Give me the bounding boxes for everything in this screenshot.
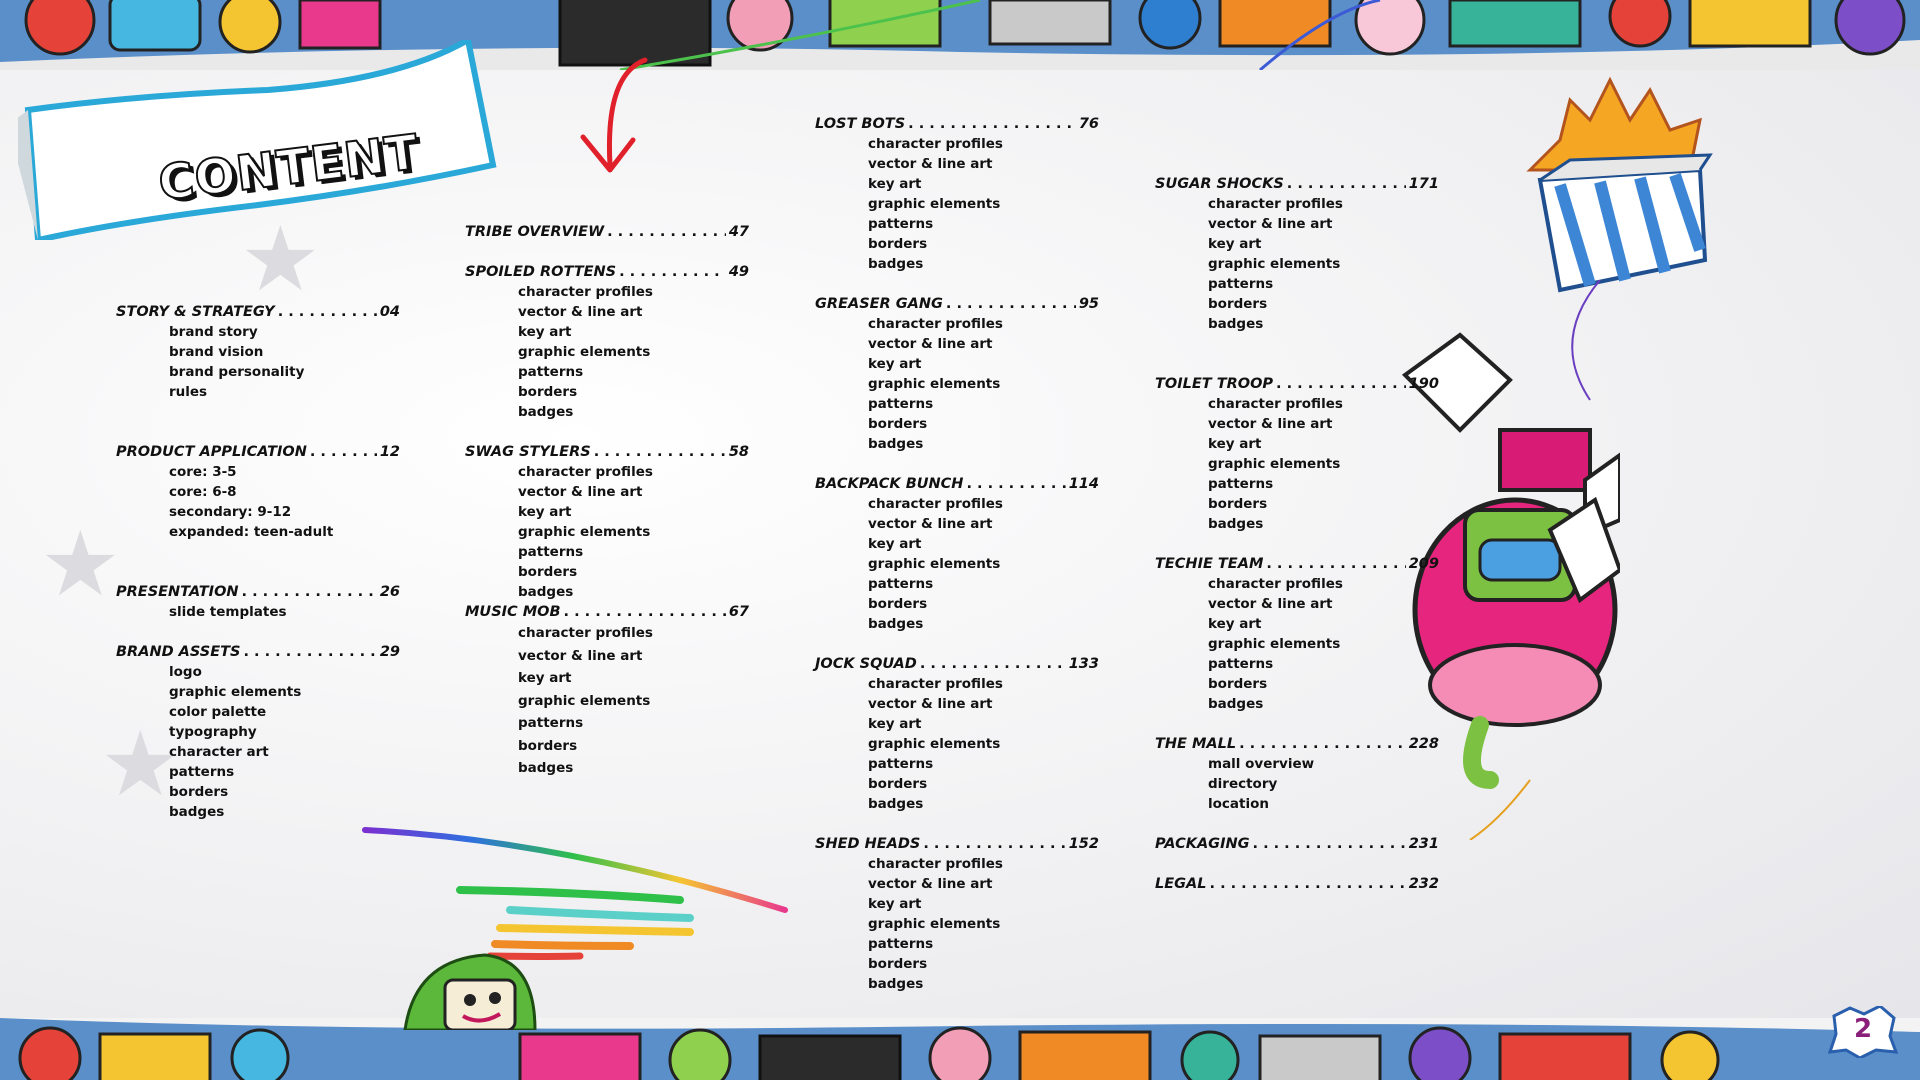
toc-item[interactable]: graphic elements [518, 692, 651, 709]
toc-item[interactable]: graphic elements [868, 376, 1001, 392]
toc-item[interactable]: vector & line art [518, 304, 643, 320]
toc-item[interactable]: vector & line art [868, 696, 993, 712]
toc-item[interactable]: badges [868, 256, 924, 272]
toc-item[interactable]: vector & line art [518, 647, 643, 664]
toc-item[interactable]: expanded: teen-adult [169, 524, 334, 540]
toc-item[interactable]: character profiles [518, 625, 653, 641]
toc-item[interactable]: borders [868, 596, 928, 612]
toc-item[interactable]: character profiles [518, 464, 653, 480]
toc-section-title[interactable]: TECHIE TEAM [1155, 556, 1264, 572]
toc-item[interactable]: graphic elements [868, 196, 1001, 212]
toc-section-title[interactable]: LOST BOTS [815, 116, 906, 132]
toc-item[interactable]: badges [169, 804, 225, 820]
toc-item[interactable]: patterns [868, 936, 934, 952]
toc-item[interactable]: key art [868, 356, 922, 372]
toc-item[interactable]: badges [868, 976, 924, 992]
toc-item[interactable]: key art [1208, 236, 1262, 252]
toc-item[interactable]: patterns [518, 715, 584, 731]
toc-item[interactable]: graphic elements [868, 556, 1001, 572]
toc-section-title[interactable]: PRESENTATION [116, 584, 239, 600]
toc-section [465, 262, 749, 422]
toc-item[interactable]: graphic elements [868, 736, 1001, 752]
toc-item[interactable]: brand vision [169, 344, 264, 360]
toc-page-number: 76 [1078, 116, 1099, 132]
toc-item[interactable]: key art [1208, 436, 1262, 452]
toc-section-title[interactable]: LEGAL [1155, 876, 1207, 892]
toc-item[interactable]: key art [1208, 616, 1262, 632]
toc-item[interactable]: directory [1208, 776, 1278, 792]
toc-item[interactable]: character profiles [868, 856, 1003, 872]
page-title: CONTENT [155, 124, 423, 212]
toc-item[interactable]: mall overview [1208, 756, 1315, 772]
toc-item[interactable]: borders [518, 384, 578, 400]
hooded-character-illustration [385, 950, 545, 1030]
toc-item[interactable]: badges [518, 760, 574, 776]
toc-item[interactable]: graphic elements [868, 916, 1001, 932]
toc-item[interactable]: vector & line art [868, 876, 993, 892]
toc-column-4 [1155, 174, 1439, 894]
toc-item[interactable]: badges [1208, 516, 1264, 532]
toc-item[interactable]: borders [868, 956, 928, 972]
toc-item[interactable]: vector & line art [1208, 216, 1333, 232]
toc-item[interactable]: slide templates [169, 604, 287, 620]
toc-section [465, 442, 749, 602]
toc-item[interactable]: patterns [1208, 276, 1274, 292]
toc-item[interactable]: key art [518, 670, 572, 686]
toc-section-title[interactable]: PACKAGING [1155, 836, 1250, 852]
toc-section-title[interactable]: SUGAR SHOCKS [1155, 176, 1284, 192]
toc-item[interactable]: character profiles [1208, 576, 1343, 592]
toc-item[interactable]: graphic elements [1208, 636, 1341, 652]
toc-section [815, 834, 1099, 994]
toc-item[interactable]: character profiles [518, 284, 653, 300]
star-decoration: ★ [100, 712, 181, 817]
toc-item[interactable]: badges [868, 436, 924, 452]
sticker-collage-bottom [0, 1018, 1920, 1080]
toc-item[interactable]: borders [518, 564, 578, 580]
toc-item[interactable]: core: 3-5 [169, 464, 237, 480]
toc-item[interactable]: borders [1208, 676, 1268, 692]
toc-item[interactable]: patterns [868, 576, 934, 592]
toc-item[interactable]: vector & line art [868, 516, 993, 532]
toc-page-number: 12 [379, 444, 400, 460]
toc-item[interactable]: key art [868, 176, 922, 192]
toc-page-number: 228 [1408, 736, 1439, 752]
toc-section [116, 442, 400, 542]
toc-item[interactable]: badges [518, 584, 574, 600]
toc-section-title[interactable]: SPOILED ROTTENS [465, 264, 617, 280]
toc-column-2 [465, 222, 749, 780]
toc-item[interactable]: typography [169, 724, 257, 740]
star-decoration: ★ [40, 512, 121, 617]
toc-section [116, 642, 400, 822]
toc-item[interactable]: vector & line art [518, 484, 643, 500]
toc-column-3 [815, 114, 1099, 994]
toc-item[interactable]: borders [868, 236, 928, 252]
toc-item[interactable]: badges [1208, 316, 1264, 332]
content-banner [18, 40, 498, 240]
toc-section-title[interactable]: STORY & STRATEGY [116, 304, 275, 320]
toc-page-number: 133 [1068, 656, 1099, 672]
toc-item[interactable]: patterns [1208, 656, 1274, 672]
toc-section-title[interactable]: JOCK SQUAD [815, 656, 917, 672]
toc-section [815, 474, 1099, 634]
toc-item[interactable]: character profiles [868, 316, 1003, 332]
toc-item[interactable]: patterns [518, 544, 584, 560]
toc-item[interactable]: vector & line art [1208, 596, 1333, 612]
toc-item[interactable]: logo [169, 664, 202, 680]
toc-section [1155, 374, 1439, 534]
toc-page-number: 95 [1078, 296, 1099, 312]
toc-item[interactable]: borders [1208, 496, 1268, 512]
toc-section-title[interactable]: SWAG STYLERS [465, 444, 591, 460]
toc-item[interactable]: graphic elements [518, 524, 651, 540]
toc-section-title[interactable]: BACKPACK BUNCH [815, 476, 964, 492]
toc-section-title[interactable]: PRODUCT APPLICATION [116, 444, 307, 460]
toc-item[interactable]: patterns [868, 396, 934, 412]
toc-page-number: 114 [1068, 476, 1099, 492]
toc-page-number: 190 [1408, 376, 1439, 392]
toc-item[interactable]: borders [518, 737, 578, 754]
toc-item[interactable]: badges [518, 404, 574, 420]
toc-section-title[interactable]: GREASER GANG [815, 296, 943, 312]
toc-page-number: 49 [728, 264, 749, 280]
toc-item[interactable]: key art [868, 716, 922, 732]
arrow-doodle-icon [575, 55, 665, 180]
toc-section [815, 114, 1099, 274]
page-number: 2 [1853, 1014, 1873, 1044]
toc-item[interactable]: key art [868, 536, 922, 552]
toc-section [1155, 554, 1439, 714]
toc-item[interactable]: character profiles [868, 496, 1003, 512]
toc-page-number: 232 [1408, 876, 1439, 892]
toc-page-number: 29 [379, 644, 400, 660]
page-number-badge [1828, 1006, 1898, 1058]
toc-item[interactable]: brand story [169, 324, 258, 340]
toc-section [465, 602, 749, 780]
toc-item[interactable]: key art [518, 504, 572, 520]
toc-item[interactable]: graphic elements [1208, 256, 1341, 272]
toc-section [116, 582, 400, 622]
toc-item[interactable]: character profiles [1208, 196, 1343, 212]
toc-item[interactable]: vector & line art [868, 336, 993, 352]
toc-item[interactable]: key art [518, 324, 572, 340]
toc-item[interactable]: color palette [169, 704, 267, 720]
toc-item[interactable]: patterns [518, 364, 584, 380]
toc-item[interactable]: patterns [169, 764, 235, 780]
toc-page-number: 04 [379, 304, 400, 320]
toc-item[interactable]: patterns [1208, 476, 1274, 492]
toc-section-title[interactable]: TRIBE OVERVIEW [465, 224, 605, 240]
toc-page-number: 47 [728, 224, 749, 240]
toc-item[interactable]: badges [868, 616, 924, 632]
toc-item[interactable]: key art [868, 896, 922, 912]
toc-item[interactable]: vector & line art [868, 156, 993, 172]
toc-item[interactable]: rules [169, 384, 208, 400]
toc-item[interactable]: secondary: 9-12 [169, 504, 292, 520]
toc-item[interactable]: location [1208, 796, 1269, 812]
toc-item[interactable]: vector & line art [1208, 416, 1333, 432]
toc-section [465, 222, 749, 242]
rainbow-scribble [360, 820, 800, 960]
toc-section [815, 654, 1099, 814]
toc-item[interactable]: graphic elements [518, 344, 651, 360]
toc-column-1 [116, 302, 400, 822]
toc-page-number: 209 [1408, 556, 1439, 572]
toc-section-title[interactable]: SHED HEADS [815, 836, 921, 852]
toc-item[interactable]: graphic elements [169, 684, 302, 700]
toc-page-number: 231 [1408, 836, 1439, 852]
toc-item[interactable]: character art [169, 744, 269, 760]
toc-item[interactable]: character profiles [868, 676, 1003, 692]
toc-item[interactable]: brand personality [169, 364, 305, 380]
toc-section [1155, 834, 1439, 854]
toc-item[interactable]: borders [868, 416, 928, 432]
toc-page-number: 58 [728, 444, 749, 460]
toc-item[interactable]: borders [1208, 296, 1268, 312]
star-decoration: ★ [240, 207, 321, 312]
toc-section [1155, 874, 1439, 894]
toc-item[interactable]: character profiles [1208, 396, 1343, 412]
toc-item[interactable]: character profiles [868, 136, 1003, 152]
toc-item[interactable]: patterns [868, 756, 934, 772]
toc-section [116, 302, 400, 402]
toc-section-title[interactable]: BRAND ASSETS [116, 644, 241, 660]
toc-item[interactable]: borders [868, 776, 928, 792]
gift-box-illustration [1500, 60, 1740, 300]
toc-item[interactable]: core: 6-8 [169, 484, 237, 500]
toc-page-number: 171 [1408, 176, 1439, 192]
toc-item[interactable]: patterns [868, 216, 934, 232]
toc-section [1155, 734, 1439, 814]
toc-section [1155, 174, 1439, 334]
toc-section-title[interactable]: TOILET TROOP [1155, 376, 1274, 392]
toc-item[interactable]: graphic elements [1208, 456, 1341, 472]
toc-item[interactable]: borders [169, 784, 229, 800]
toc-page-number: 26 [379, 584, 400, 600]
toc-item[interactable]: badges [868, 796, 924, 812]
toc-section [815, 294, 1099, 454]
toc-item[interactable]: badges [1208, 696, 1264, 712]
toc-page-number: 152 [1068, 836, 1099, 852]
toc-section-title[interactable]: THE MALL [1155, 736, 1237, 752]
toc-page-number: 67 [728, 604, 749, 620]
toc-section-title[interactable]: MUSIC MOB [465, 604, 561, 620]
